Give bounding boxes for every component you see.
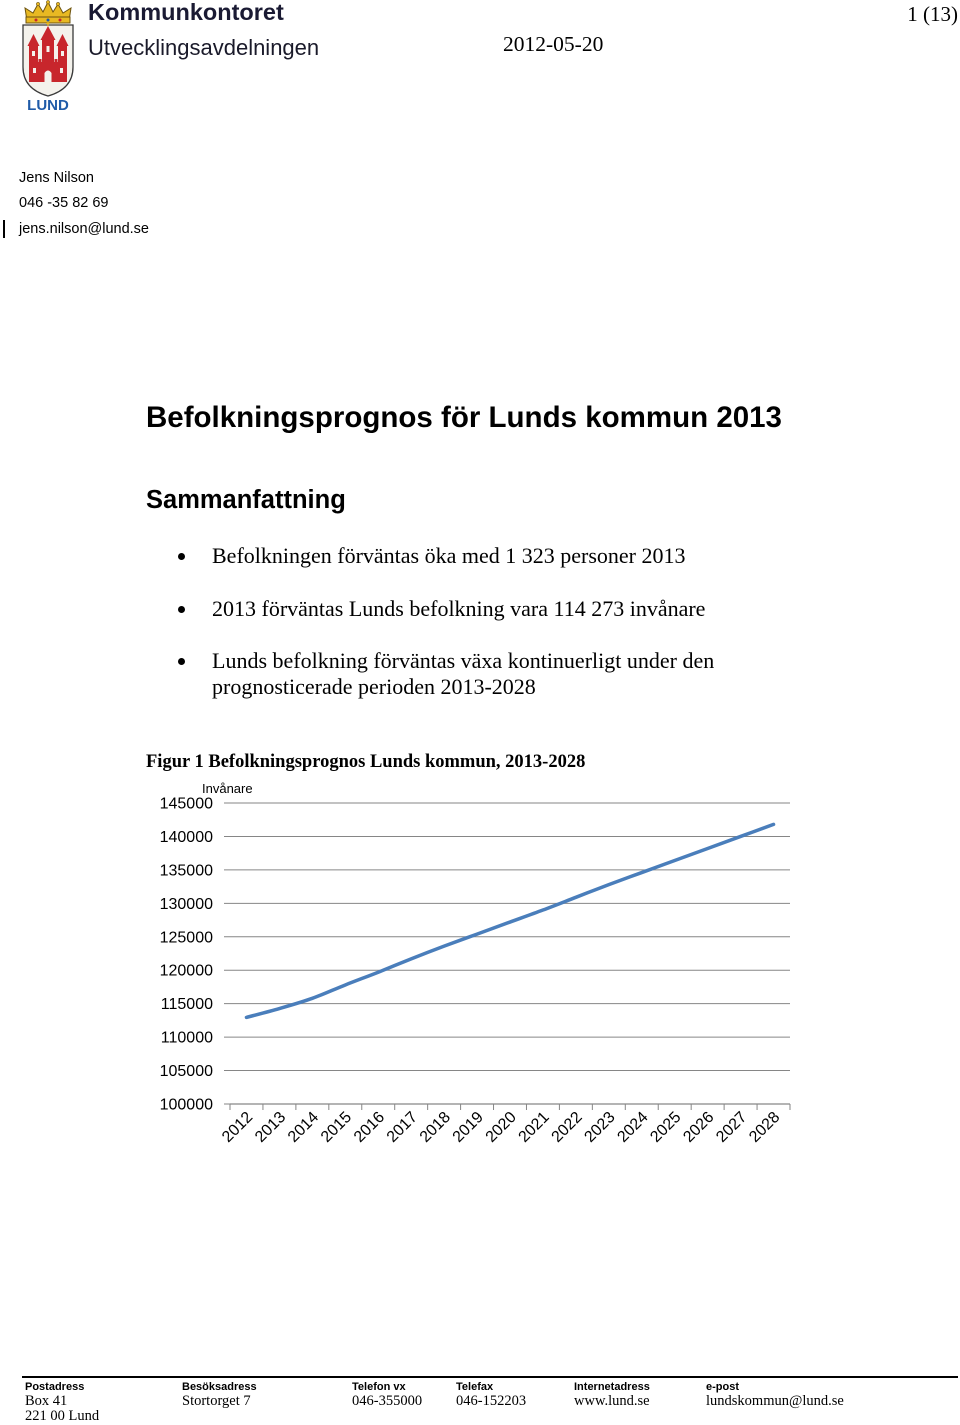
contact-email: jens.nilson@lund.se	[19, 220, 149, 237]
footer-value: 046-355000	[352, 1393, 423, 1409]
footer-value: www.lund.se	[574, 1393, 650, 1409]
footer-email	[706, 1380, 844, 1409]
revision-change-bar	[3, 220, 5, 238]
lund-coat-of-arms-icon	[16, 0, 80, 114]
x-tick-label: 2012	[219, 1108, 257, 1146]
logo-crown	[25, 1, 71, 23]
x-tick-label: 2022	[548, 1108, 586, 1146]
x-tick-label: 2020	[482, 1108, 520, 1146]
x-tick-label: 2025	[647, 1108, 685, 1146]
footer-fax	[456, 1380, 526, 1409]
section-heading: Sammanfattning	[146, 486, 346, 514]
footer-label: Besöksadress	[182, 1381, 257, 1393]
footer-value: 046-152203	[456, 1393, 527, 1409]
bullet-dot	[178, 658, 185, 665]
x-tick-label: 2013	[252, 1108, 290, 1146]
bullet-dot	[178, 553, 185, 560]
x-tick-label: 2015	[317, 1108, 356, 1146]
organization-name: Kommunkontoret	[88, 0, 284, 25]
list-item: 2013 förväntas Lunds befolkning vara 114 273 invånare	[212, 596, 706, 621]
x-tick-label: 2021	[515, 1108, 553, 1146]
x-tick-label: 2014	[284, 1108, 323, 1146]
footer-label: Telefon vx	[352, 1381, 406, 1393]
logo-wordmark: LUND	[27, 97, 69, 114]
footer-value: Stortorget 7	[182, 1393, 251, 1409]
y-tick-label: 130000	[159, 895, 213, 913]
footer-divider	[22, 1376, 958, 1378]
department-name: Utvecklingsavdelningen	[88, 35, 320, 60]
y-tick-label: 110000	[160, 1029, 213, 1047]
footer-label: e-post	[706, 1381, 739, 1393]
footer-label: Internetadress	[574, 1381, 650, 1393]
contact-phone: 046 -35 82 69	[19, 194, 109, 211]
footer-value: Box 41	[25, 1393, 68, 1409]
document-title: Befolkningsprognos för Lunds kommun 2013	[146, 401, 782, 434]
x-tick-label: 2016	[350, 1108, 389, 1146]
x-tick-label: 2017	[383, 1108, 422, 1146]
list-item: Lunds befolkning förväntas växa kontinuerligt under den prognosticerade perioden 2013-2028	[212, 648, 715, 699]
x-tick-label: 2019	[449, 1108, 487, 1146]
population-line-chart	[140, 770, 810, 1170]
y-tick-label: 120000	[159, 962, 213, 980]
footer-value: lundskommun@lund.se	[706, 1393, 844, 1409]
y-tick-label: 100000	[159, 1096, 213, 1114]
footer-value: 221 00 Lund	[25, 1408, 100, 1424]
y-tick-label: 105000	[159, 1063, 213, 1081]
x-tick-label: 2027	[713, 1108, 751, 1146]
footer-postal-address	[25, 1380, 99, 1424]
page-number: 1 (13)	[907, 2, 958, 26]
footer-label: Postadress	[25, 1381, 85, 1393]
series-line	[246, 824, 773, 1017]
y-axis-title: Invånare	[202, 781, 253, 796]
footer-phone	[352, 1380, 422, 1409]
x-tick-label: 2026	[680, 1108, 718, 1146]
x-tick-label: 2023	[581, 1108, 619, 1146]
footer-visiting-address	[182, 1380, 257, 1409]
footer-label: Telefax	[456, 1381, 494, 1393]
document-date: 2012-05-20	[503, 32, 604, 56]
y-tick-label: 135000	[159, 862, 213, 880]
x-tick-label: 2028	[746, 1108, 784, 1146]
y-tick-label: 145000	[159, 795, 213, 813]
bullet-dot	[178, 606, 185, 613]
footer-website	[574, 1380, 650, 1409]
x-tick-label: 2024	[614, 1108, 652, 1146]
figure-caption: Figur 1 Befolkningsprognos Lunds kommun, 2013-2028	[146, 752, 586, 772]
x-tick-label: 2018	[416, 1108, 454, 1146]
y-tick-label: 125000	[159, 929, 213, 947]
y-tick-label: 115000	[160, 996, 213, 1014]
list-item: Befolkningen förväntas öka med 1 323 personer 2013	[212, 543, 686, 568]
y-tick-label: 140000	[159, 828, 213, 846]
contact-name: Jens Nilson	[19, 169, 94, 186]
